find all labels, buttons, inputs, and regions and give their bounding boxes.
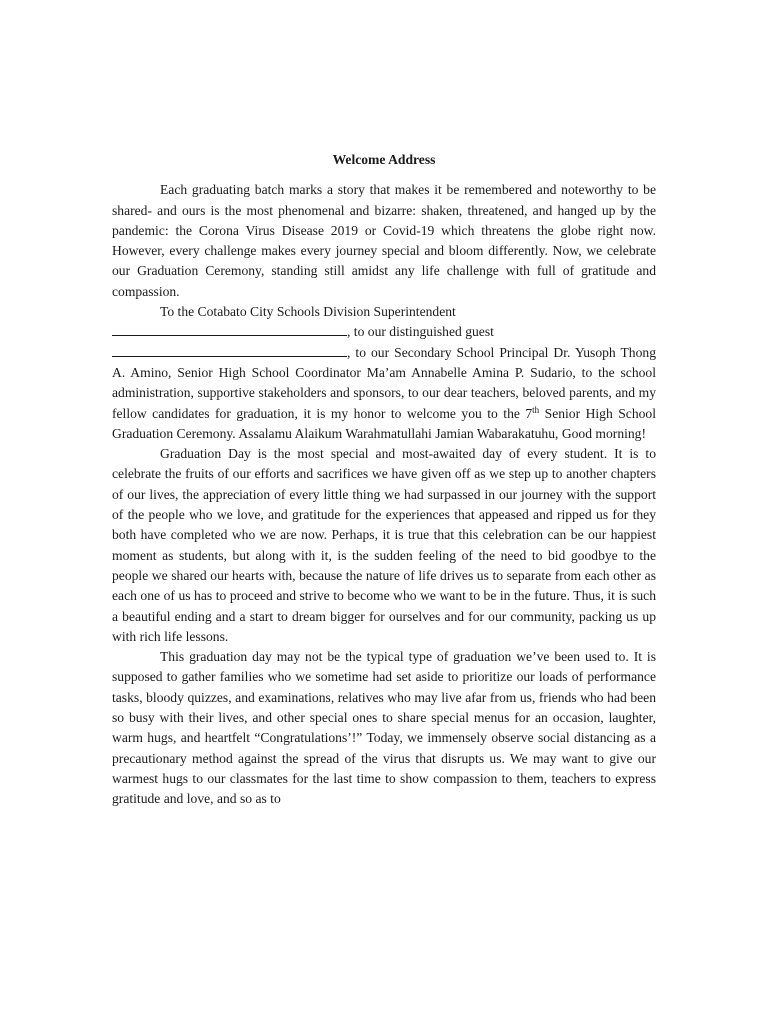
ordinal-suffix: th [532,404,540,415]
greeting-guest-text: , to our distinguished guest [347,324,494,340]
paragraph-intro: Each graduating batch marks a story that makes it be remembered and noteworthy to be shared- and ours is the most phenomenal and bizarre: shaken, threatened, and hanged up by the pandemic: the Corona Virus Disease 2019 or Covid-19 which threatens the globe right now. However, every challenge makes every journey special and bloom differently. Now, we celebrate our Graduation Ceremony, standing still amidst any life challenge with full of gratitude and compassion. [112,182,656,299]
paragraph-greetings [112,302,656,444]
guest-name-blank [112,344,347,357]
paragraph-graduation-day: Graduation Day is the most special and most-awaited day of every student. It is to celebrate the fruits of our efforts and sacrifices we have given off as we step up to another chapters of our lives, the appreciation of every little thing we had surpassed in our journey with the support of the people who we love, and gratitude for the experiences that appeased and ripped us for they both have completed who we are now. Perhaps, it is true that this celebration can be our happiest moment as students, but along with it, is the sudden feeling of the need to bid goodbye to the people we shared our hearts with, because the nature of life drives us to separate from each other as each one of us has to proceed and strive to become who we want to be in the future. Thus, it is such a beautiful ending and a start to dream bigger for ourselves and for our community, packing us up with rich life lessons. [112,446,656,644]
paragraph-pandemic-graduation: This graduation day may not be the typical type of graduation we’ve been used to. It is supposed to gather families who we sometime had set aside to prioritize our loads of performance tasks, bloody quizzes, and examinations, relatives who may live afar from us, friends who had been so busy with their lives, and other special ones to share special menus for an occasion, laughter, warm hugs, and heartfelt “Congratulations’!” Today, we immensely observe social distancing as a precautionary method against the spread of the virus that disrupts us. We may want to give our warmest hugs to our classmates for the last time to show compassion to them, teachers to express gratitude and love, and so as to [112,649,656,807]
greeting-officials-text: , to our Secondary School Principal Dr. Yusoph Thong A. Amino, Senior High School Coordinator Ma’am Annabelle Amina P. Sudario, to the school administration, supportive stakeholders and sponsors, to our dear teachers, beloved parents, and my fellow candidates for graduation, it is my honor to welcome you to the 7 [112,344,656,421]
document-page [112,150,656,810]
greeting-superintendent-text: To the Cotabato City Schools Division Superintendent [160,304,456,320]
greeting-closing-text: Senior High School Graduation Ceremony. Assalamu Alaikum Warahmatullahi Jamian Wabarakatuhu, Good morning! [112,405,656,441]
document-title: Welcome Address [332,152,436,167]
superintendent-name-blank [112,323,347,336]
